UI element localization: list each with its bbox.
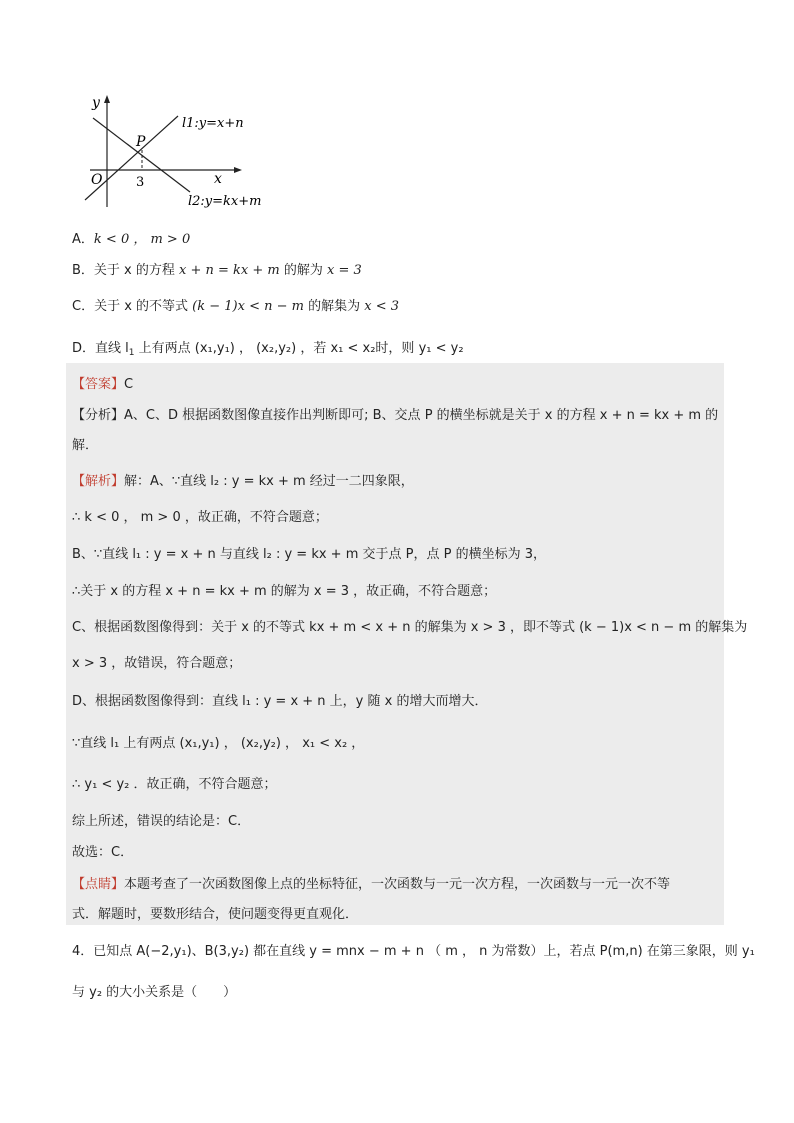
comment-tag: 【点睛】	[72, 877, 125, 892]
solution-line-9	[72, 773, 277, 792]
origin-label: O	[91, 172, 103, 188]
l1-label: l1:y=x+n	[182, 116, 244, 131]
l2-label: l2:y=kx+m	[188, 194, 262, 209]
function-graph	[80, 92, 280, 214]
question-4-line-2	[72, 981, 236, 1000]
option-d-prefix: D．直线 l	[72, 341, 129, 356]
option-c	[72, 295, 399, 314]
question-4-text-2: 与 y₂ 的大小关系是（ ）	[72, 985, 237, 1000]
solution-text-6: x > 3 ，故错误，符合题意；	[72, 656, 242, 671]
solution-line-2	[72, 506, 328, 525]
solution-line-4	[72, 580, 496, 599]
option-b-math: x + n = kx + m	[179, 263, 280, 278]
answer-tag: 【答案】	[72, 377, 125, 392]
option-d-rest: 上有两点 (x₁,y₁) ， (x₂,y₂) ，若 x₁ < x₂时，则 y₁ < y₂	[134, 341, 464, 356]
option-a-prefix: A．	[72, 232, 94, 247]
solution-text-4: ∴关于 x 的方程 x + n = kx + m 的解为 x = 3 ，故正确，不符合题意；	[72, 584, 497, 599]
analysis-line-1	[72, 404, 718, 423]
tick-label: 3	[136, 175, 145, 190]
answer-text: C	[124, 377, 134, 392]
option-c-math2: x < 3	[364, 299, 399, 314]
option-c-mid: 的解集为	[303, 299, 365, 314]
y-axis-arrow	[104, 95, 110, 103]
option-b-math2: x = 3	[327, 263, 362, 278]
answer-panel	[66, 363, 724, 925]
solution-text-7: D、根据函数图像得到：直线 l₁ : y = x + n 上，y 随 x 的增大而增大．	[72, 694, 488, 709]
option-d	[72, 337, 464, 358]
solution-text-5: C、根据函数图像得到：关于 x 的不等式 kx + m < x + n 的解集为 x > 3 ，即不等式 (k − 1)x < n − m 的解集为	[72, 620, 748, 635]
option-c-math: (k − 1)x < n − m	[192, 299, 304, 314]
y-axis-label: y	[92, 95, 100, 111]
solution-line-6	[72, 652, 241, 671]
solution-line-7	[72, 690, 487, 709]
solution-text-8: ∵直线 l₁ 上有两点 (x₁,y₁) ， (x₂,y₂) ， x₁ < x₂ ，	[72, 736, 365, 751]
answer-line	[72, 373, 133, 392]
solution-text-9: ∴ y₁ < y₂ ．故正确，不符合题意；	[72, 777, 277, 792]
solution-line-1	[72, 470, 414, 489]
option-a-math: k < 0 ， m > 0	[93, 232, 191, 247]
analysis-text-2: 解．	[72, 438, 99, 453]
question-4-line-1	[72, 940, 755, 959]
solution-line-3	[72, 543, 546, 562]
option-d-sub: 1	[128, 348, 135, 358]
solution-text-2: ∴ k < 0 ， m > 0 ，故正确，不符合题意；	[72, 510, 328, 525]
comment-text-2: 式．解题时，要数形结合，使问题变得更直观化．	[72, 907, 359, 922]
option-c-prefix: C．关于 x 的不等式	[72, 299, 193, 314]
solution-text-1: 解：A、∵直线 l₂ : y = kx + m 经过一二四象限，	[124, 474, 414, 489]
solution-text-3: B、∵直线 l₁ : y = x + n 与直线 l₂ : y = kx + m 交于点 P，点 P 的横坐标为 3，	[72, 547, 546, 562]
solution-text-11: 故选：C．	[72, 845, 134, 860]
analysis-tag: 【分析】	[72, 408, 125, 423]
x-axis-arrow	[234, 167, 242, 173]
option-b	[72, 259, 362, 278]
comment-line-1	[72, 873, 670, 892]
option-b-mid: 的解为	[279, 263, 327, 278]
question-4-text-1: 4．已知点 A(−2,y₁)、B(3,y₂) 都在直线 y = mnx − m + n （ m ， n 为常数）上，若点 P(m,n) 在第三象限，则 y₁	[72, 944, 755, 959]
comment-line-2	[72, 903, 358, 922]
analysis-text-1: A、C、D 根据函数图像直接作出判断即可; B、交点 P 的横坐标就是关于 x 的方程 x + n = kx + m 的	[124, 408, 719, 423]
solution-line-8	[72, 732, 364, 751]
solution-line-10	[72, 810, 250, 829]
comment-text-1: 本题考查了一次函数图像上点的坐标特征，一次函数与一元一次方程，一次函数与一元一次不等	[124, 877, 671, 892]
solution-line-11	[72, 841, 133, 860]
solution-tag: 【解析】	[72, 474, 125, 489]
solution-text-10: 综上所述，错误的结论是：C．	[72, 814, 251, 829]
analysis-line-2	[72, 434, 98, 453]
point-p-label: P	[136, 134, 146, 150]
x-axis-label: x	[214, 171, 222, 187]
solution-line-5	[72, 616, 747, 635]
option-b-prefix: B．关于 x 的方程	[72, 263, 180, 278]
option-a	[72, 228, 190, 247]
